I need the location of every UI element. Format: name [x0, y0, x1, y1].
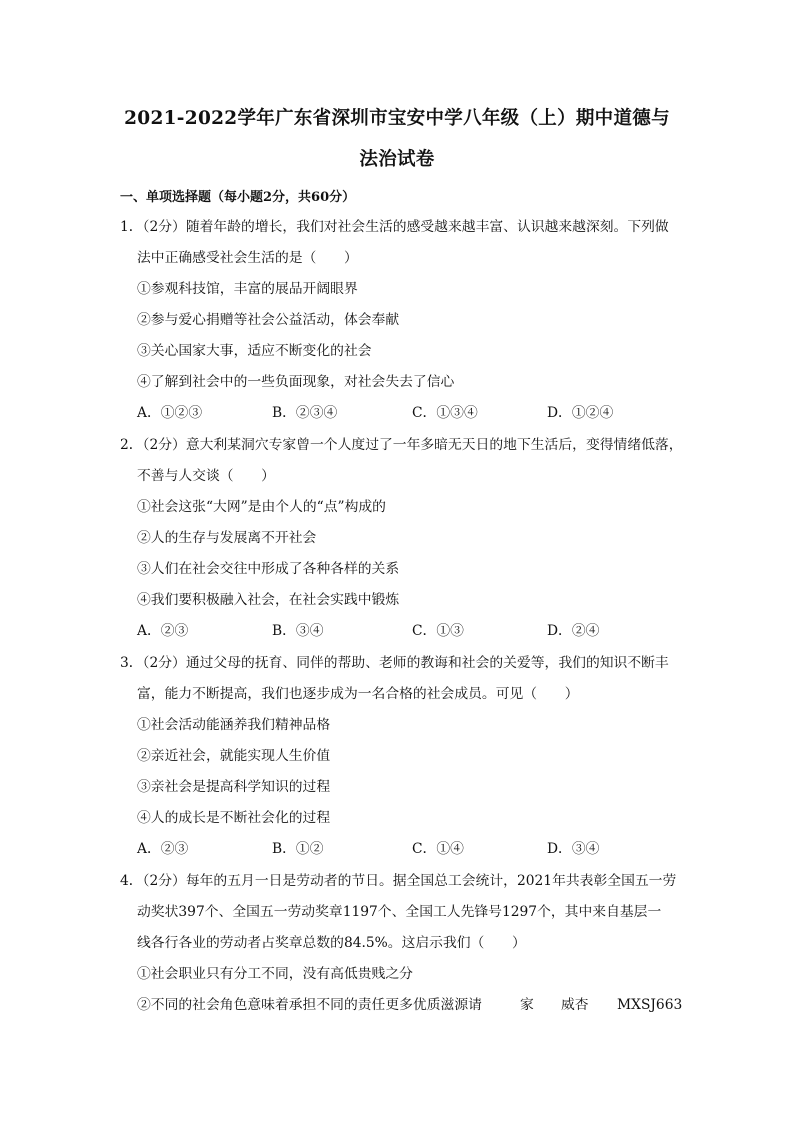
question-1-option: ③关心国家大事，适应不断变化的社会 [137, 343, 372, 359]
question-3-option: ③亲社会是提高科学知识的过程 [137, 779, 331, 795]
question-3-option: ①社会活动能涵养我们精神品格 [137, 717, 331, 733]
question-4-stem: 4．（2分）每年的五月一日是劳动者的节日。据全国总工会统计，2021年共表彰全国五一劳 [120, 873, 677, 889]
question-3-stem-cont: 富，能力不断提高，我们也逐步成为一名合格的社会成员。可见（ ） [137, 686, 579, 702]
question-4-stem-cont: 线各行各业的劳动者占奖章总数的84.5%。这启示我们（ ） [137, 935, 526, 951]
question-1-stem: 1．（2分）随着年龄的增长，我们对社会生活的感受越来越丰富、认识越来越深刻。下列做 [120, 219, 669, 235]
question-2-option: ②人的生存与发展离不开社会 [137, 530, 317, 546]
question-3-stem: 3．（2分）通过父母的抚育、同伴的帮助、老师的教诲和社会的关爱等，我们的知识不断丰 [120, 655, 669, 671]
question-1-option: ②参与爱心捐赠等社会公益活动，体会奉献 [137, 312, 400, 328]
document-title-line1: 2021-2022学年广东省深圳市宝安中学八年级（上）期中道德与 [124, 108, 670, 129]
question-2-answer-b: B．③④ [272, 623, 324, 639]
question-4-option: ②不同的社会角色意味着承担不同的责任更多优质滋源请 [137, 997, 482, 1013]
question-2-answer-d: D．②④ [547, 623, 600, 639]
question-4-option: ①社会职业只有分工不同，没有高低贵贱之分 [137, 966, 413, 982]
question-1-option: ①参观科技馆，丰富的展品开阔眼界 [137, 281, 358, 297]
question-2-answer-c: C．①③ [412, 623, 464, 639]
question-1-answer-d: D．①②④ [547, 405, 614, 421]
watermark-text: 威杏 [561, 997, 589, 1013]
question-4-stem-cont: 动奖状397个、全国五一劳动奖章1197个、全国工人先锋号1297个，其中来自基层一 [137, 904, 662, 920]
question-2-answer-a: A．②③ [137, 623, 189, 639]
document-title-line2: 法治试卷 [359, 149, 435, 170]
question-3-answer-a: A．②③ [137, 841, 189, 857]
question-2-option: ①社会这张“大网”是由个人的“点”构成的 [137, 499, 386, 515]
question-1-answer-c: C．①③④ [412, 405, 478, 421]
question-3-answer-b: B．①② [272, 841, 324, 857]
question-2-option: ③人们在社会交往中形成了各种各样的关系 [137, 561, 400, 577]
question-2-stem-cont: 不善与人交谈（ ） [137, 468, 275, 484]
question-1-option: ④了解到社会中的一些负面现象，对社会失去了信心 [137, 374, 455, 390]
question-3-option: ②亲近社会，就能实现人生价值 [137, 748, 331, 764]
question-3-answer-c: C．①④ [412, 841, 464, 857]
question-1-answer-a: A．①②③ [137, 405, 203, 421]
watermark-text: 家 [520, 997, 534, 1013]
section-heading: 一、单项选择题（每小题2分，共60分） [120, 190, 356, 205]
question-3-option: ④人的成长是不断社会化的过程 [137, 810, 331, 826]
question-2-stem: 2．（2分）意大利某洞穴专家曾一个人度过了一年多暗无天日的地下生活后，变得情绪低落， [120, 437, 683, 453]
watermark-code: MXSJ663 [617, 997, 683, 1013]
question-2-option: ④我们要积极融入社会，在社会实践中锻炼 [137, 592, 400, 608]
question-1-answer-b: B．②③④ [272, 405, 338, 421]
question-3-answer-d: D．③④ [547, 841, 600, 857]
question-1-stem-cont: 法中正确感受社会生活的是（ ） [137, 250, 358, 266]
